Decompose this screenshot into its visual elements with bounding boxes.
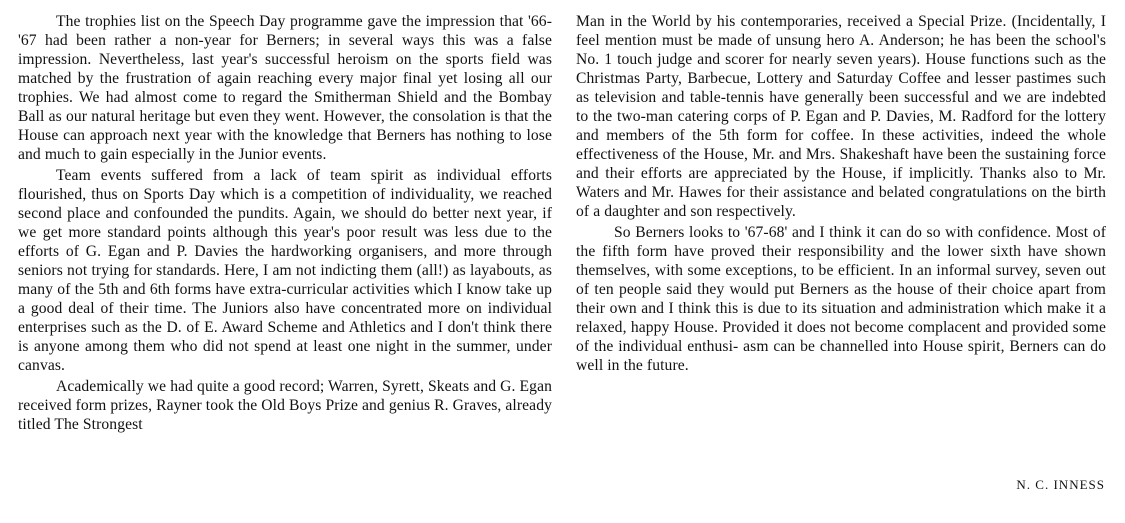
paragraph-outlook: So Berners looks to '67-68' and I think it can do so with confidence. Most of the fifth form have proved their responsibility and the lower sixth have shown themselves, with some exceptions, to be efficient. In an informal survey, seven out of ten people said they would put Berners as the house of their choice apart from their own and I think this is due to its situation and administration which make it a relaxed, happy House. Provided it does not become complacent and provided some of the individual enthusi- asm can be channelled into House spirit, Berners can do well in the future.	[576, 224, 1106, 374]
paragraph-house-functions: Man in the World by his contemporaries, received a Special Prize. (Incidentally, I feel mention must be made of unsung hero A. Anderson; he has been the school's No. 1 touch judge and scorer for nearly seven years). House functions such as the Christmas Party, Barbecue, Lottery and Saturday Coffee and lesser pastimes such as television and table-tennis have generally been successful and we are indebted to the two-man catering corps of P. Egan and P. Davies, M. Radford for the lottery and members of the 5th form for coffee. In these activities, indeed the whole effectiveness of the House, Mr. and Mrs. Shakeshaft have been the sustaining force and their efforts are appreciated by the House, if implicitly. Thanks also to Mr. Waters and Mr. Hawes for their assistance and belated congratulations on the birth of a daughter and son respectively.	[576, 13, 1106, 220]
paragraph-speech-day: The trophies list on the Speech Day programme gave the impression that '66-'67 had been rather a non-year for Berners; in several ways this was a false impression. Nevertheless, last year's successful heroism on the sports field was matched by the frustration of again reaching every major final yet losing all our trophies. We had almost come to regard the Smitherman Shield and the Bombay Ball as our natural heritage but even they went. However, the consolation is that the House can approach next year with the knowledge that Berners has nothing to lose and much to gain especially in the Junior events.	[18, 13, 552, 163]
paragraph-academic: Academically we had quite a good record; Warren, Syrett, Skeats and G. Egan received form prizes, Rayner took the Old Boys Prize and genius R. Graves, already titled The Strongest	[18, 378, 552, 433]
right-column	[576, 12, 1106, 375]
left-column	[18, 12, 552, 434]
paragraph-team-events: Team events suffered from a lack of team spirit as individual efforts flourished, thus on Sports Day which is a competition of individuality, we reached second place and confounded the pundits. Again, we should do better next year, if we get more standard points although this year's poor result was less due to the efforts of G. Egan and P. Davies the hardworking organisers, and more through seniors not trying for standards. Here, I am not indicting them (all!) as layabouts, as many of the 5th and 6th forms have extra-curricular activities which I know take up a good deal of their time. The Juniors also have concentrated more on individual enterprises such as the D. of E. Award Scheme and Athletics and I don't think there is anyone among them who did not spend at least one night in the summer, under canvas.	[18, 167, 552, 374]
author-signature: N. C. INNESS	[1016, 477, 1105, 492]
